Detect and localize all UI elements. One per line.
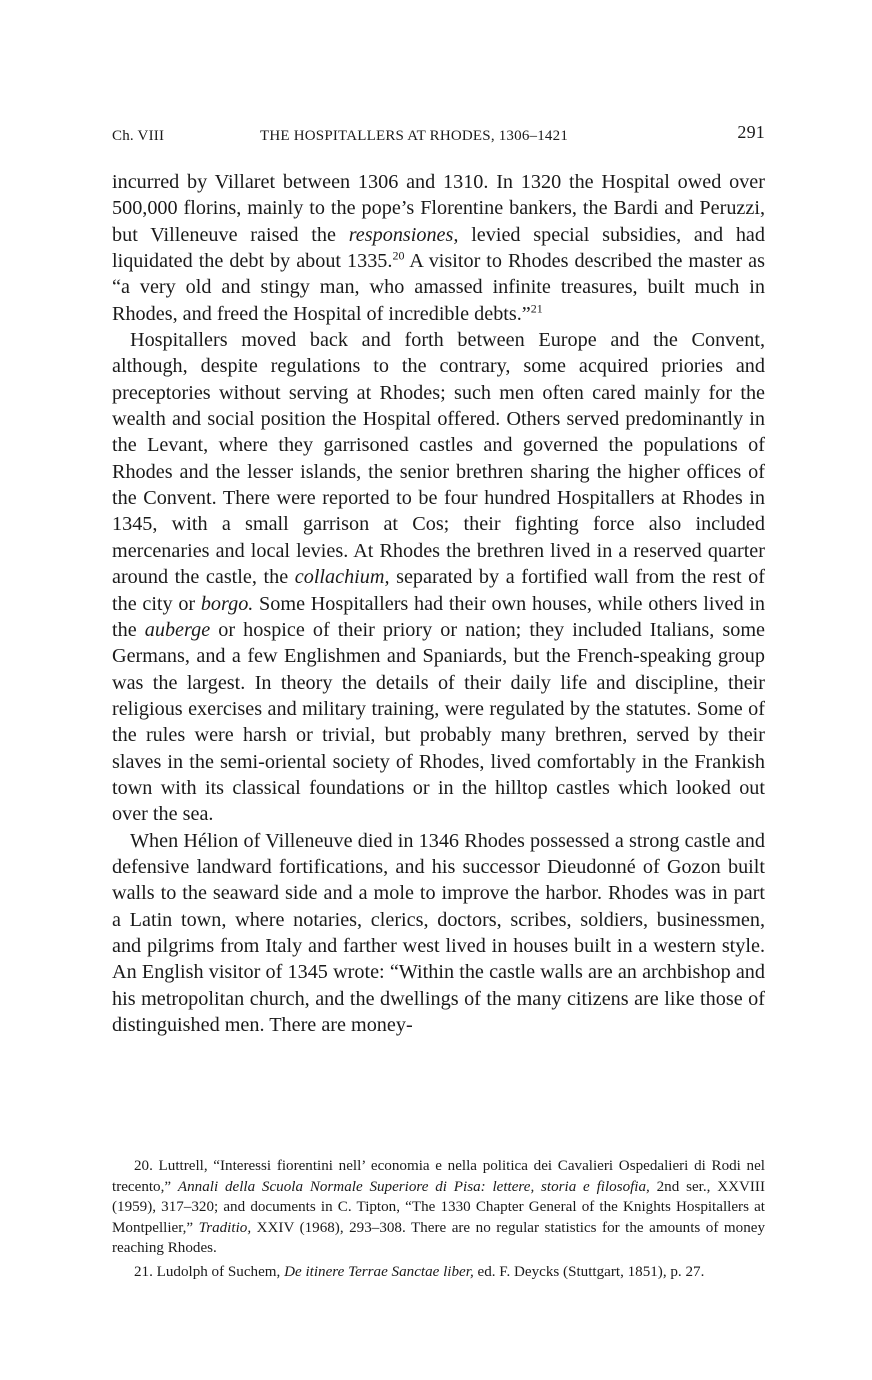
paragraph-2 <box>112 327 765 828</box>
footnote-21 <box>112 1262 765 1283</box>
text-run: A visitor to Rhodes described the master as “a very old and stingy man, who amassed infinite treasures, built much in Rhodes, and freed the Hospital of incredible debts.” <box>112 250 765 325</box>
paragraph-1 <box>112 169 765 327</box>
italic-term: borgo. <box>200 592 254 615</box>
text-run: 20. Luttrell, “Interessi fiorentini nell’ economia e nella politica dei Cavalieri Ospedalieri di Rodi nel trecento,” <box>112 1158 765 1195</box>
italic-title: Traditio, <box>198 1219 252 1236</box>
footnote-ref-21: 21 <box>530 300 543 315</box>
text-run: 21. Ludolph of Suchem, <box>134 1263 285 1280</box>
italic-title: De itinere Terrae Sanctae liber, <box>284 1263 474 1280</box>
text-run: When Hélion of Villeneuve died in 1346 Rhodes possessed a strong castle and defensive landward fortifications, and his successor Dieudonné of Gozon built walls to the seaward side and a mole to improve the harbor. Rhodes was in part a Latin town, where notaries, clerics, doctors, scribes, soldiers, businessmen, and pilgrims from Italy and farther west lived in houses built in a western style. An English visitor of 1345 wrote: “Within the castle walls are an archbishop and his metropolitan church, and the dwellings of the many citizens are like those of distinguished men. There are money- <box>112 829 765 1036</box>
footnotes <box>112 1156 765 1286</box>
text-run: or hospice of their priory or nation; they included Italians, some Germans, and a few Englishmen and Spaniards, but the French-speaking group was the largest. In theory the details of their daily life and discipline, their religious exercises and military training, were regulated by the statutes. Some of the rules were harsh or trivial, but probably many brethren, served by their slaves in the semi-oriental society of Rhodes, lived comfortably in the Frankish town with its classical foundations or in the hilltop castles which looked out over the sea. <box>112 618 765 826</box>
footnote-20 <box>112 1156 765 1259</box>
running-title: THE HOSPITALLERS AT RHODES, 1306–1421 <box>260 128 569 144</box>
book-page <box>112 122 765 1280</box>
text-run: 2nd ser., XXVIII (1959), 317–320; and documents in C. Tipton, “The 1330 Chapter General of the Knights Hospitallers at Montpellier,” <box>112 1178 765 1236</box>
text-run: Hospitallers moved back and forth between Europe and the Convent, although, despite regulations to the contrary, some acquired priories and preceptories without serving at Rhodes; such men often cared mainly for the wealth and social position the Hospital offered. Others served predominantly in the Levant, where they garrisoned castles and governed the populations of Rhodes and the lesser islands, the senior brethren sharing the higher offices of the Convent. There were reported to be four hundred Hospitallers at Rhodes in 1345, with a small garrison at Cos; their fighting force also included mercenaries and local levies. At Rhodes the brethren lived in a reserved quarter around the castle, the <box>112 329 765 589</box>
running-head <box>112 122 765 150</box>
main-text <box>112 169 765 1038</box>
text-run: incurred by Villaret between 1306 and 1310. In 1320 the Hospital owed over 500,000 florins, mainly to the pope’s Florentine bankers, the Bardi and Peruzzi, but Villeneuve raised the <box>112 171 765 246</box>
text-run: XXIV (1968), 293–308. There are no regular statistics for the amounts of money reaching Rhodes. <box>112 1219 765 1257</box>
italic-term: auberge <box>144 618 211 641</box>
text-run: ed. F. Deycks (Stuttgart, 1851), p. 27. <box>473 1263 705 1280</box>
text-run: separated by a fortified wall from the rest of the city or <box>112 566 765 615</box>
page-number: 291 <box>737 122 765 142</box>
paragraph-3 <box>112 828 765 1039</box>
text-run: levied special subsidies, and had liquidated the debt by about 1335. <box>112 223 765 273</box>
italic-term: responsiones, <box>348 223 459 246</box>
text-run: Some Hospitallers had their own houses, while others lived in the <box>112 592 765 641</box>
chapter-label: Ch. VIII <box>112 128 165 144</box>
italic-term: collachium, <box>294 566 390 589</box>
footnote-ref-20: 20 <box>392 248 405 263</box>
italic-title: Annali della Scuola Normale Superiore di Pisa: lettere, storia e filosofia, <box>177 1178 650 1195</box>
